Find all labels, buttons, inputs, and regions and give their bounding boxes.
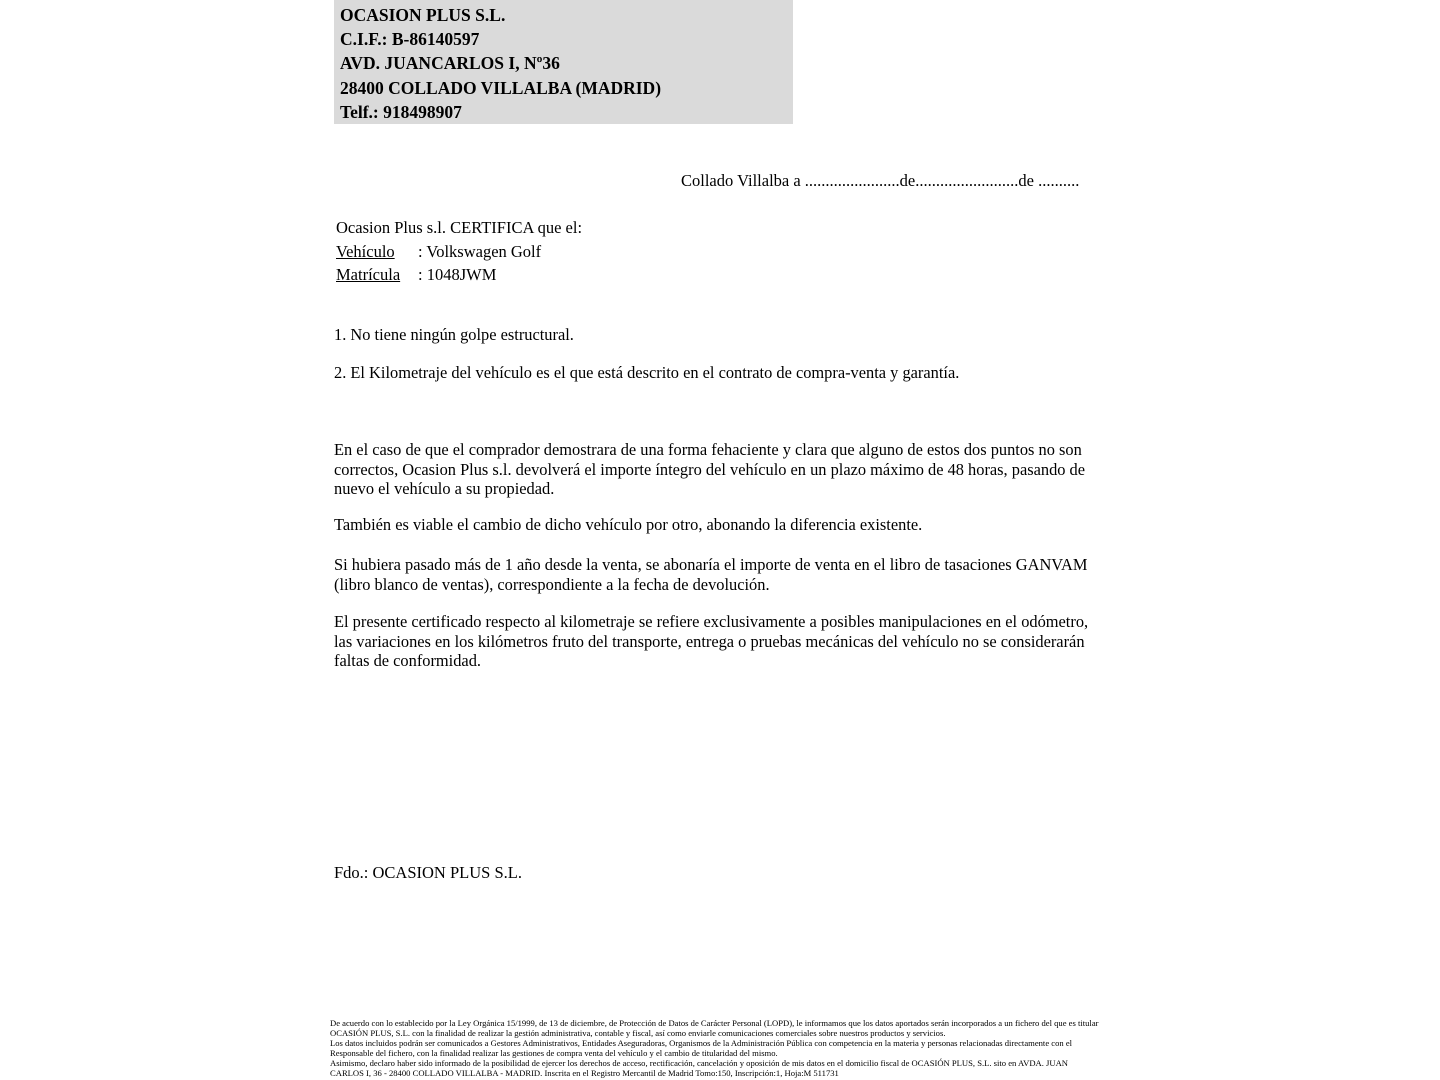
company-address: AVD. JUANCARLOS I, Nº36: [340, 53, 560, 74]
legal-footer: [330, 1019, 1430, 1078]
legal-footer-line: De acuerdo con lo establecido por la Ley Orgánica 15/1999, de 13 de diciembre, de Protección de Datos de Carácter Personal (LOPD), le informamos que los datos aportados serán incorporados a un fichero del que es titular: [330, 1018, 1099, 1028]
company-city: 28400 COLLADO VILLALBA (MADRID): [340, 77, 662, 98]
plate-value: : 1048JWM: [418, 265, 497, 285]
vehicle-value: : Volkswagen Golf: [418, 241, 542, 261]
signature-line: Fdo.: OCASION PLUS S.L.: [334, 863, 522, 882]
vehicle-field: [336, 240, 582, 264]
plate-field: [336, 263, 582, 287]
company-cif: C.I.F.: B-86140597: [340, 29, 480, 50]
legal-footer-line: CARLOS I, 36 - 28400 COLLADO VILLALBA - MADRID. Inscrita en el Registro Mercantil de Madrid Tomo:150, Inscripción:1, Hoja:M 511731: [330, 1067, 839, 1078]
company-header-box: [334, 0, 793, 124]
numbered-item-2: 2. El Kilometraje del vehículo es el que está descrito en el contrato de compra-venta y garantía.: [334, 363, 960, 382]
paragraph-ganvam-valuation: Si hubiera pasado más de 1 año desde la venta, se abonaría el importe de venta en el libro de tasaciones GANVAM (libro blanco de ventas), correspondiente a la fecha de devolución.: [334, 555, 1088, 594]
company-name: OCASION PLUS S.L.: [340, 5, 506, 25]
paragraph-odometer-scope: El presente certificado respecto al kilometraje se refiere exclusivamente a posibles manipulaciones en el odómetro, las variaciones en los kilómetros fruto del transporte, entrega o pruebas mecánicas del vehículo no se considerarán faltas de conformidad.: [334, 612, 1089, 670]
legal-footer-line: Responsable del fichero, con la finalidad realizar las gestiones de compra venta del vehículo y el cambio de titularidad del mismo.: [330, 1047, 778, 1058]
legal-footer-line: Asimismo, declaro haber sido informado de la posibilidad de ejercer los derechos de acceso, rectificación, cancelación y oposición de mis datos en el domicilio fiscal de OCASIÓN PLUS, S.L. sito en AVDA. JUAN: [330, 1057, 1069, 1068]
certification-intro: Ocasion Plus s.l. CERTIFICA que el:: [336, 218, 583, 237]
date-fill-in-line: Collado Villalba a .......................de.........................de ..........: [681, 171, 1080, 190]
plate-label: Matrícula: [336, 265, 401, 285]
paragraph-exchange-option: También es viable el cambio de dicho vehículo por otro, abonando la diferencia existente.: [334, 515, 923, 534]
company-phone: Telf.: 918498907: [340, 101, 462, 122]
certification-block: [336, 216, 582, 287]
paragraph-refund-terms: En el caso de que el comprador demostrara de una forma fehaciente y clara que alguno de estos dos puntos no son correctos, Ocasion Plus s.l. devolverá el importe íntegro del vehículo en un plazo máximo de 48 horas, pasando de nuevo el vehículo a su propiedad.: [334, 440, 1086, 498]
legal-footer-line: Los datos incluidos podrán ser comunicados a Gestores Administrativos, Entidades Aseguradoras, Organismos de la Administración Pública con competencia en la materia y personas relacionadas directamente con el: [330, 1037, 1073, 1048]
numbered-item-1: 1. No tiene ningún golpe estructural.: [334, 325, 574, 344]
vehicle-label: Vehículo: [336, 241, 395, 261]
legal-footer-line: OCASIÓN PLUS, S.L. con la finalidad de realizar la gestión administrativa, contable y fiscal, así como enviarle comunicaciones comerciales sobre nuestros productos y servicios.: [330, 1027, 946, 1038]
